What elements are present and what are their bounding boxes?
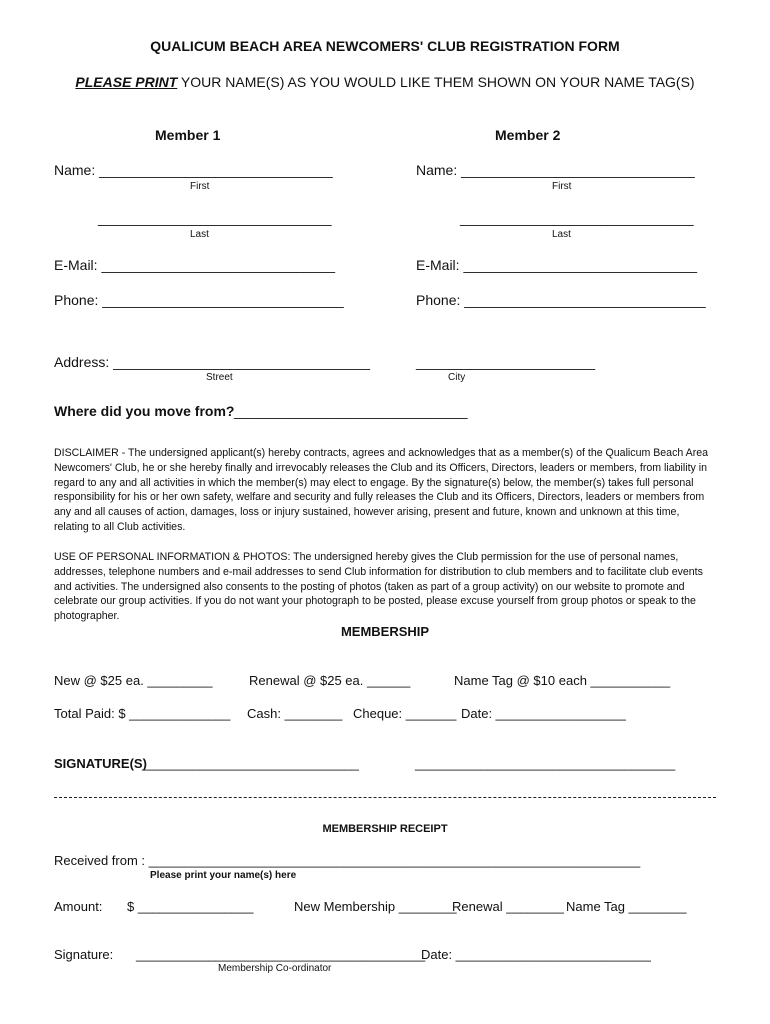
member2-heading: Member 2 xyxy=(495,127,561,143)
new-membership-field[interactable]: New @ $25 ea. _________ xyxy=(54,673,213,688)
signature-field-2[interactable]: ____________________________________ xyxy=(415,756,676,771)
subtitle-rest: YOUR NAME(S) AS YOU WOULD LIKE THEM SHOWN ON YOUR NAME TAG(S) xyxy=(177,74,695,90)
member1-last-caption: Last xyxy=(190,229,209,240)
address-city-field[interactable]: _______________________ xyxy=(416,354,596,370)
receipt-signature-label: Signature: xyxy=(54,947,114,962)
cut-line-divider xyxy=(54,797,716,798)
disclaimer-text: DISCLAIMER - The undersigned applicant(s) hereby contracts, agrees and acknowledges that as a member(s) of the Qualicum Beach Area Newcomers' Club, he or she hereby finally and irrevocably releases the Club and its Officers, Directors, leaders or members, from liability in regard to any and all activities in which the member(s) may elect to engage. By the signature(s) below, the member(s) takes full personal responsibility for his or her own safety, welfare and security and fully releases the Club and its Officers, Directors, leaders or members from any and all causes of action, damages, loss or injury sustained, however arising, present and future, known and unknown at this time, relating to all Club activities. xyxy=(54,447,709,533)
form-title: QUALICUM BEACH AREA NEWCOMERS' CLUB REGISTRATION FORM xyxy=(150,38,620,54)
address-street-field[interactable]: Address: _________________________________ xyxy=(54,354,371,370)
total-paid-field[interactable]: Total Paid: $ ______________ xyxy=(54,706,231,721)
name-tag-field[interactable]: Name Tag @ $10 each ___________ xyxy=(454,673,671,688)
member1-first-caption: First xyxy=(190,181,210,192)
form-subtitle xyxy=(0,74,770,90)
renewal-field[interactable]: Renewal @ $25 ea. ______ xyxy=(249,673,411,688)
date-field[interactable]: Date: __________________ xyxy=(461,706,626,721)
member2-email-field[interactable]: E-Mail: ______________________________ xyxy=(416,257,698,273)
member2-name-field[interactable]: Name: ______________________________ xyxy=(416,162,695,178)
member2-last-field[interactable]: ______________________________ xyxy=(460,210,694,226)
member2-phone-field[interactable]: Phone: _______________________________ xyxy=(416,292,706,308)
member2-last-caption: Last xyxy=(552,229,571,240)
street-caption: Street xyxy=(206,372,233,383)
print-name-hint: Please print your name(s) here xyxy=(150,870,297,881)
please-print-emphasis: PLEASE PRINT xyxy=(75,74,178,90)
receipt-name-tag-field[interactable]: Name Tag ________ xyxy=(566,899,687,914)
moved-from-field[interactable]: ______________________________ xyxy=(234,403,468,419)
member1-last-field[interactable]: ______________________________ xyxy=(98,210,332,226)
member1-phone-field[interactable]: Phone: _______________________________ xyxy=(54,292,344,308)
receipt-renewal-field[interactable]: Renewal ________ xyxy=(452,899,565,914)
receipt-signature-field[interactable]: ________________________________________ xyxy=(136,947,426,962)
personal-info-text: USE OF PERSONAL INFORMATION & PHOTOS: The undersigned hereby gives the Club permission for the use of personal names, addresses, telephone numbers and e-mail addresses to send Club information for distribution to club members and to facilitate club events and activities. The undersigned also consents to the posting of photos (taken as part of a group activity) on our website to promote and celebrate our group activities. If you do not want your photograph to be posted, please excuse yourself from group photos or speak to the photographer. xyxy=(54,551,703,623)
member1-name-field[interactable]: Name: ______________________________ xyxy=(54,162,333,178)
member1-email-field[interactable]: E-Mail: ______________________________ xyxy=(54,257,336,273)
cash-field[interactable]: Cash: ________ xyxy=(247,706,343,721)
coordinator-caption: Membership Co-ordinator xyxy=(218,963,332,974)
receipt-date-field[interactable]: Date: ___________________________ xyxy=(421,947,651,962)
member1-heading: Member 1 xyxy=(155,127,221,143)
amount-label: Amount: xyxy=(54,899,103,914)
signatures-label: SIGNATURE(S) xyxy=(54,756,147,771)
member2-first-caption: First xyxy=(552,181,572,192)
membership-heading: MEMBERSHIP xyxy=(340,624,430,639)
receipt-new-membership-field[interactable]: New Membership ________ xyxy=(294,899,457,914)
city-caption: City xyxy=(448,372,466,383)
moved-from-label: Where did you move from? xyxy=(54,403,235,419)
received-from-field[interactable]: Received from : ____________________________________________________________________ xyxy=(54,853,641,868)
cheque-field[interactable]: Cheque: _______ xyxy=(353,706,457,721)
amount-field[interactable]: $ ________________ xyxy=(127,899,254,914)
signature-field-1[interactable]: ______________________________ xyxy=(142,756,359,771)
receipt-heading: MEMBERSHIP RECEIPT xyxy=(322,823,448,835)
